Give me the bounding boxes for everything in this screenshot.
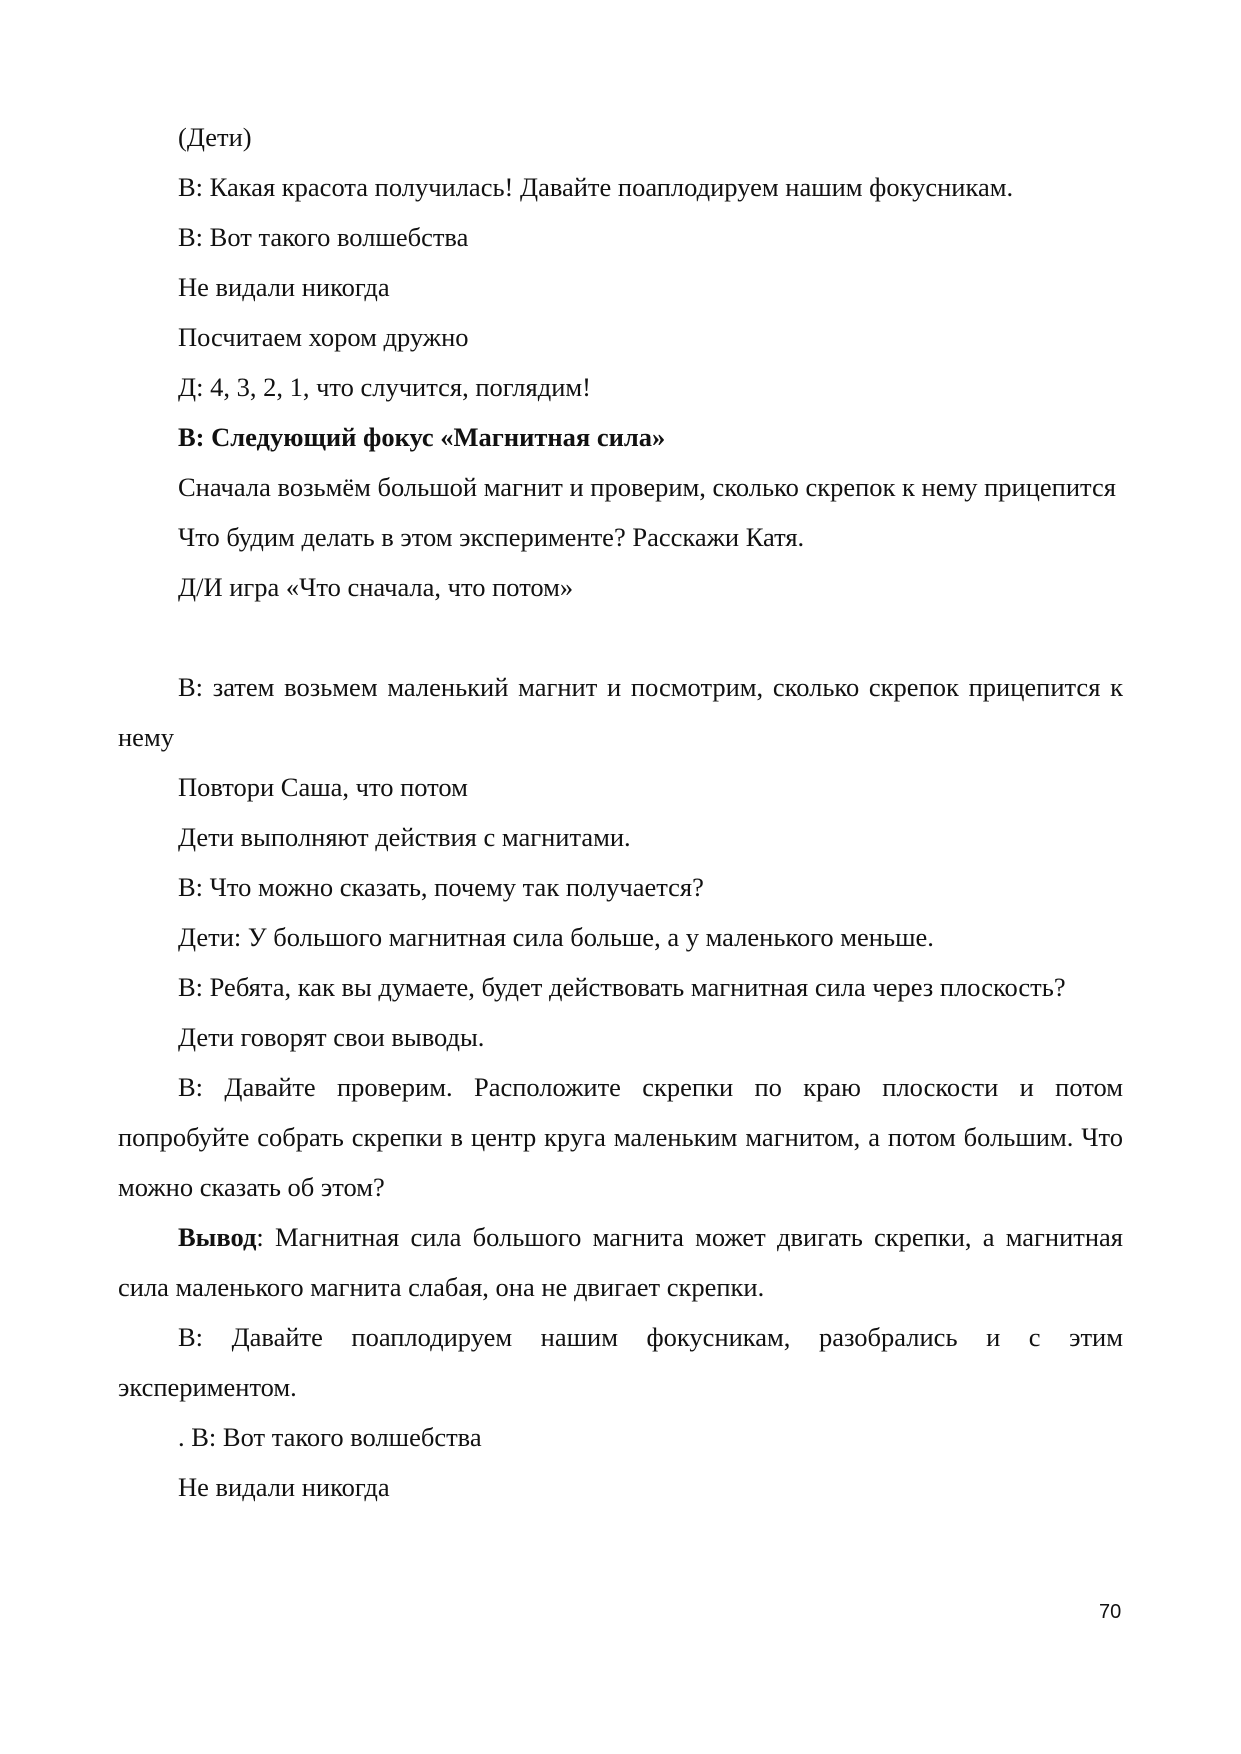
paragraph-beauty: В: Какая красота получилась! Давайте поаплодируем нашим фокусникам. (178, 172, 1014, 202)
paragraph-lets-check: В: Давайте проверим. Расположите скрепки по краю плоскости и потом попробуйте собрать скрепки в центр круга маленьким магнитом, а потом большим. Что можно сказать об этом? (118, 1072, 1123, 1202)
paragraph-count-together: Посчитаем хором дружно (178, 322, 469, 352)
paragraph-children: (Дети) (178, 122, 252, 152)
paragraph-conclusion (118, 1212, 1123, 1312)
paragraph-never-seen-2: Не видали никогда (178, 1472, 390, 1502)
paragraph-big-magnet: Сначала возьмём большой магнит и проверим, сколько скрепок к нему прицепится (178, 472, 1116, 502)
paragraph-through-surface: В: Ребята, как вы думаете, будет действовать магнитная сила через плоскость? (178, 972, 1066, 1002)
paragraph-magic-2: . В: Вот такого волшебства (178, 1422, 482, 1452)
paragraph-small-magnet: В: затем возьмем маленький магнит и посмотрим, сколько скрепок прицепится к нему (118, 672, 1123, 752)
paragraph-game: Д/И игра «Что сначала, что потом» (178, 572, 574, 602)
paragraph-children-answer: Дети: У большого магнитная сила больше, а у маленького меньше. (178, 922, 934, 952)
paragraph-never-seen-1: Не видали никогда (178, 272, 390, 302)
paragraph-why: В: Что можно сказать, почему так получается? (178, 872, 704, 902)
conclusion-text: : Магнитная сила большого магнита может двигать скрепки, а магнитная сила маленького магнита слабая, она не двигает скрепки. (118, 1222, 1123, 1302)
page-number: 70 (1099, 1601, 1122, 1623)
conclusion-label: Вывод (178, 1222, 257, 1252)
paragraph-applaud: В: Давайте поаплодируем нашим фокусникам, разобрались и с этим экспериментом. (118, 1322, 1123, 1402)
paragraph-countdown: Д: 4, 3, 2, 1, что случится, поглядим! (178, 372, 591, 402)
paragraph-repeat-sasha: Повтори Саша, что потом (178, 772, 468, 802)
document-page (118, 112, 1123, 1512)
blank-line (118, 612, 1123, 662)
paragraph-conclusions: Дети говорят свои выводы. (178, 1022, 485, 1052)
paragraph-what-will-we-do: Что будим делать в этом эксперименте? Расскажи Катя. (178, 522, 805, 552)
paragraph-children-act: Дети выполняют действия с магнитами. (178, 822, 631, 852)
section-heading-magnetic-force: В: Следующий фокус «Магнитная сила» (178, 422, 666, 452)
paragraph-magic-1: В: Вот такого волшебства (178, 222, 469, 252)
